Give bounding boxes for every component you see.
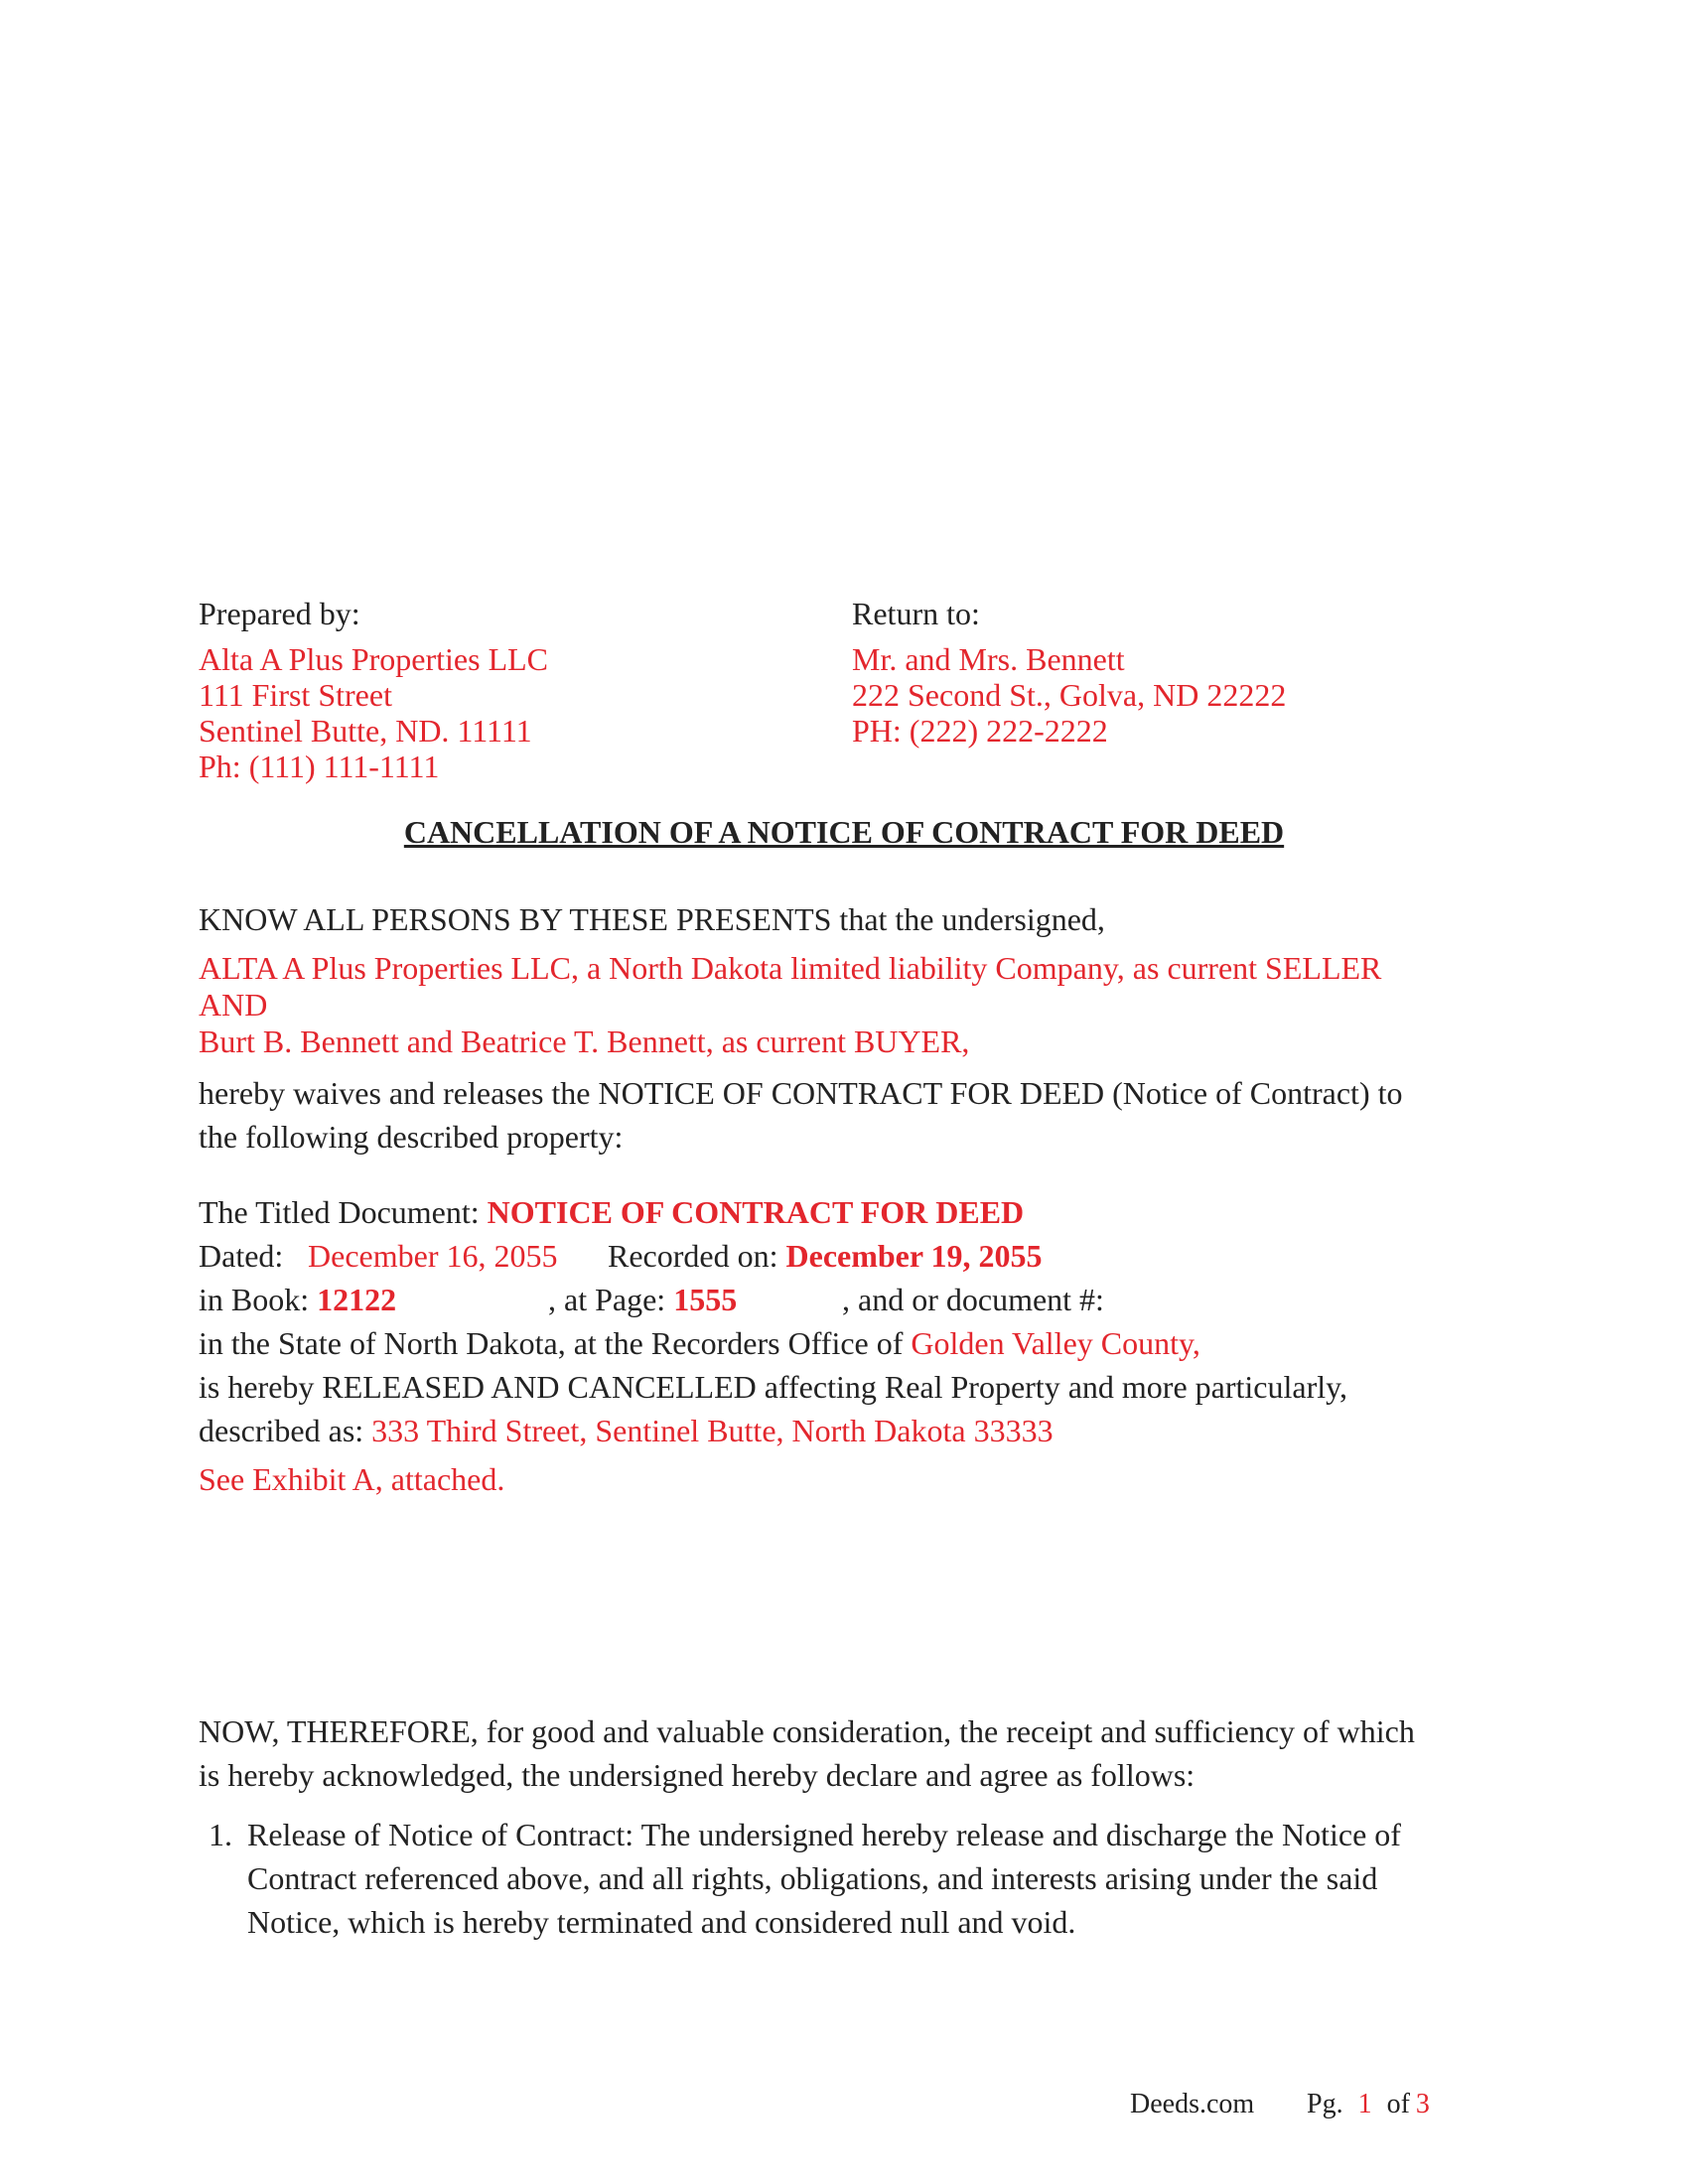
book-row xyxy=(199,1282,396,1317)
state-text: in the State of North Dakota, at the Recorders Office of xyxy=(199,1325,912,1361)
county-value: Golden Valley County, xyxy=(911,1325,1200,1361)
titled-document-label: The Titled Document: xyxy=(199,1194,488,1230)
consideration-line-2: is hereby acknowledged, the undersigned hereby declare and agree as follows: xyxy=(199,1757,1196,1793)
document-number-label: , and or document #: xyxy=(842,1282,1104,1317)
recorded-label: Recorded on: xyxy=(608,1238,786,1274)
consideration-line-1: NOW, THEREFORE, for good and valuable consideration, the receipt and sufficiency of which xyxy=(199,1713,1415,1749)
return-phone: PH: (222) 222-2222 xyxy=(852,713,1108,749)
clause-number: 1. xyxy=(209,1817,232,1852)
footer-page-total: 3 xyxy=(1415,2089,1430,2119)
described-label: described as: xyxy=(199,1413,364,1448)
footer-pagination xyxy=(1307,2089,1430,2120)
waive-line-1: hereby waives and releases the NOTICE OF CONTRACT FOR DEED (Notice of Contract) to xyxy=(199,1075,1403,1111)
return-to-block xyxy=(852,596,1286,749)
and-line: AND xyxy=(199,987,268,1023)
footer-pg-label: Pg. xyxy=(1307,2089,1343,2119)
prepared-by-label: Prepared by: xyxy=(199,596,360,631)
footer-of-label: of xyxy=(1386,2089,1410,2119)
clause-line-1: Release of Notice of Contract: The undersigned hereby release and discharge the Notice of xyxy=(247,1817,1401,1852)
prepared-by-block xyxy=(199,596,548,784)
titled-document-row xyxy=(199,1194,1024,1230)
preparer-name: Alta A Plus Properties LLC xyxy=(199,641,548,677)
footer-site: Deeds.com xyxy=(1130,2089,1255,2119)
page-value: 1555 xyxy=(673,1282,738,1317)
seller-line: ALTA A Plus Properties LLC, a North Dakota limited liability Company, as current SELLER xyxy=(199,950,1382,986)
dated-value: December 16, 2055 xyxy=(308,1238,558,1274)
book-label: in Book: xyxy=(199,1282,318,1317)
preparer-phone: Ph: (111) 111-1111 xyxy=(199,749,440,784)
buyer-line: Burt B. Bennett and Beatrice T. Bennett, as current BUYER, xyxy=(199,1024,970,1059)
released-line: is hereby RELEASED AND CANCELLED affecting Real Property and more particularly, xyxy=(199,1369,1348,1405)
footer-page-current: 1 xyxy=(1357,2089,1372,2119)
recorded-value: December 19, 2055 xyxy=(785,1238,1043,1274)
page-label: , at Page: xyxy=(548,1282,674,1317)
clause-line-2: Contract referenced above, and all rights, obligations, and interests arising under the said xyxy=(247,1860,1378,1896)
recorded-row xyxy=(608,1238,1043,1274)
waive-line-2: the following described property: xyxy=(199,1119,624,1155)
return-to-label: Return to: xyxy=(852,596,980,631)
return-name: Mr. and Mrs. Bennett xyxy=(852,641,1125,677)
page-row xyxy=(548,1282,737,1317)
return-address: 222 Second St., Golva, ND 22222 xyxy=(852,677,1287,713)
described-row xyxy=(199,1413,1054,1448)
intro-line: KNOW ALL PERSONS BY THESE PRESENTS that the undersigned, xyxy=(199,901,1105,937)
preparer-street: 111 First Street xyxy=(199,677,392,713)
property-address: 333 Third Street, Sentinel Butte, North Dakota 33333 xyxy=(371,1413,1054,1448)
preparer-city: Sentinel Butte, ND. 11111 xyxy=(199,713,532,749)
dated-label: Dated: xyxy=(199,1238,284,1274)
page-title: CANCELLATION OF A NOTICE OF CONTRACT FOR DEED xyxy=(403,814,1285,850)
clause-line-3: Notice, which is hereby terminated and considered null and void. xyxy=(247,1904,1076,1940)
exhibit-line: See Exhibit A, attached. xyxy=(199,1461,505,1497)
book-value: 12122 xyxy=(317,1282,397,1317)
state-row xyxy=(199,1325,1200,1361)
titled-document-value: NOTICE OF CONTRACT FOR DEED xyxy=(487,1194,1025,1230)
